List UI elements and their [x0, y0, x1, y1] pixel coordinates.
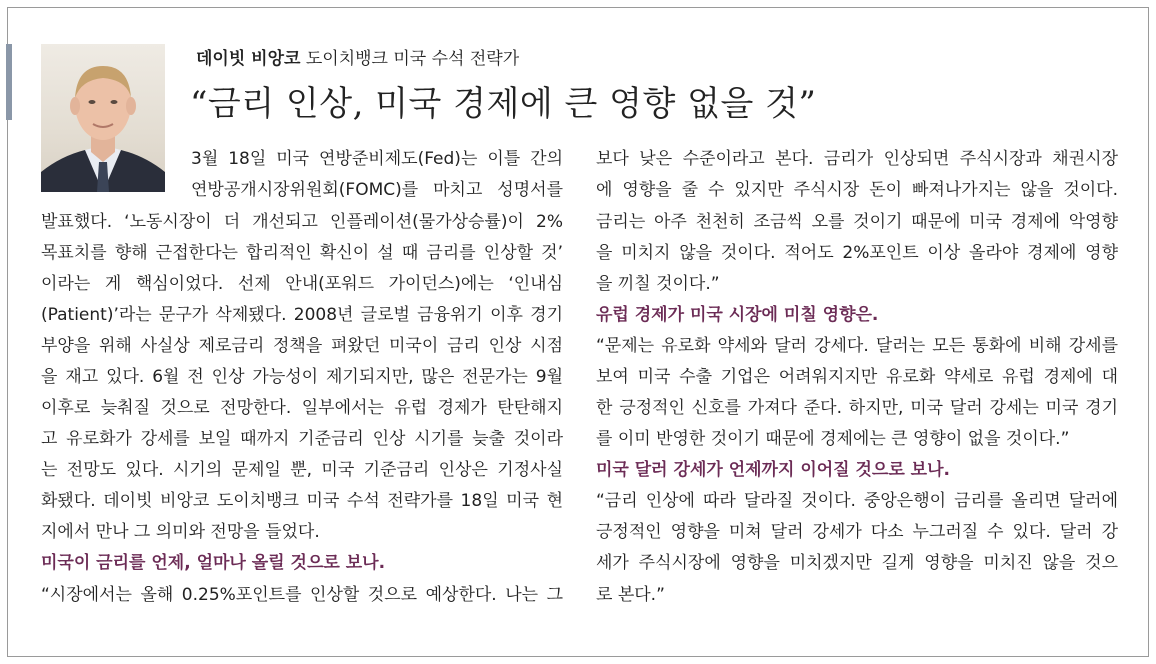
right-col-line: 한 긍정적인 신호를 가져다 준다. 하지만, 미국 달러 강세는 미국 경기	[596, 398, 1118, 418]
author-title: 도이치뱅크 미국 수석 전략가	[305, 49, 520, 69]
left-col-line: 지에서 만나 그 의미와 전망을 들었다.	[41, 522, 320, 542]
interview-question: 유럽 경제가 미국 시장에 미칠 영향은.	[596, 305, 879, 325]
interview-question: 미국 달러 강세가 언제까지 이어질 것으로 보나.	[596, 460, 950, 480]
left-col-line: 부양을 위해 사실상 제로금리 정책을 펴왔던 미국이 금리 인상 시점	[41, 336, 563, 356]
right-col-line: 금리는 아주 천천히 조금씩 오를 것이기 때문에 미국 경제에 악영향	[596, 212, 1118, 232]
interview-question: 미국이 금리를 언제, 얼마나 올릴 것으로 보나.	[41, 553, 386, 573]
left-col-line: 발표했다. ‘노동시장이 더 개선되고 인플레이션(물가상승률)이 2%	[41, 212, 563, 232]
right-col-line: “금리 인상에 따라 달라질 것이다. 중앙은행이 금리를 올리면 달러에	[596, 491, 1118, 511]
side-marker-bar	[6, 44, 12, 120]
left-col-line: 연방공개시장위원회(FOMC)를 마치고 성명서를	[191, 180, 563, 200]
right-col-line: 긍정적인 영향을 미쳐 달러 강세가 다소 누그러질 수 있다. 달러 강	[596, 522, 1118, 542]
right-col-line: 을 미치지 않을 것이다. 적어도 2%포인트 이상 올라야 경제에 영향	[596, 243, 1118, 263]
right-col-line: 보여 미국 수출 기업은 어려워지지만 유로화 약세로 유럽 경제에 대	[596, 367, 1118, 387]
right-col-line: 을 끼칠 것이다.”	[596, 274, 720, 294]
right-col-line: 세가 주식시장에 영향을 미치겠지만 길게 영향을 미치진 않을 것으	[596, 553, 1118, 573]
author-portrait	[41, 44, 165, 192]
right-col-line: 보다 낮은 수준이라고 본다. 금리가 인상되면 주식시장과 채권시장	[596, 149, 1118, 169]
left-col-line: 이후로 늦춰질 것으로 전망한다. 일부에서는 유럽 경제가 탄탄해지	[41, 398, 563, 418]
right-col-line: 에 영향을 줄 수 있지만 주식시장 돈이 빠져나가지는 않을 것이다.	[596, 180, 1118, 200]
left-col-line: 화됐다. 데이빗 비앙코 도이치뱅크 미국 수석 전략가를 18일 미국 현	[41, 491, 563, 511]
left-col-line: 을 재고 있다. 6월 전 인상 가능성이 제기되지만, 많은 전문가는 9월	[41, 367, 563, 387]
left-col-line: (Patient)’라는 문구가 삭제됐다. 2008년 글로벌 금융위기 이후 경기	[41, 305, 563, 325]
right-col-line: “문제는 유로화 약세와 달러 강세다. 달러는 모든 통화에 비해 강세를	[596, 336, 1118, 356]
author-name: 데이빗 비앙코	[196, 49, 301, 69]
article-headline: “금리 인상, 미국 경제에 큰 영향 없을 것”	[190, 84, 817, 124]
left-col-line: 목표치를 향해 근접한다는 합리적인 확신이 설 때 금리를 인상할 것’	[41, 243, 563, 263]
left-col-line: 3월 18일 미국 연방준비제도(Fed)는 이틀 간의	[191, 149, 563, 169]
author-byline	[196, 44, 519, 69]
left-col-line: 고 유로화가 강세를 보일 때까지 기준금리 인상 시기를 늦출 것이라	[41, 429, 563, 449]
right-col-line: 로 본다.”	[596, 585, 665, 605]
left-col-line: 는 전망도 있다. 시기의 문제일 뿐, 미국 기준금리 인상은 기정사실	[41, 460, 563, 480]
left-col-line: “시장에서는 올해 0.25%포인트를 인상할 것으로 예상한다. 나는 그	[41, 585, 563, 605]
portrait-illustration	[41, 44, 165, 192]
right-col-line: 를 이미 반영한 것이기 때문에 경제에는 큰 영향이 없을 것이다.”	[596, 429, 1070, 449]
left-col-line: 이라는 게 핵심이었다. 선제 안내(포워드 가이던스)에는 ‘인내심	[41, 274, 563, 294]
